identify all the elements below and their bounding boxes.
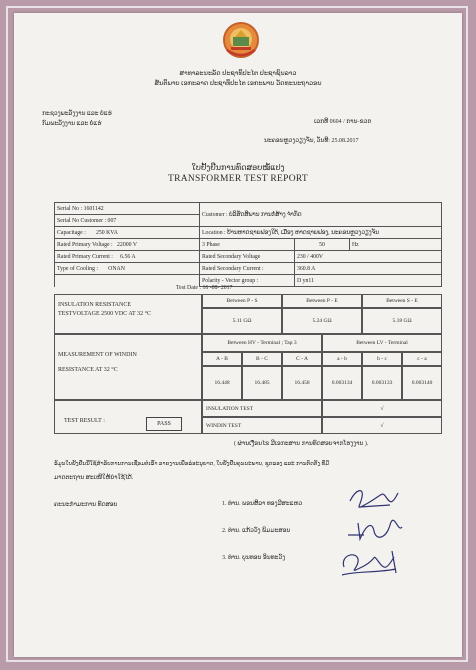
insulation-label-1: INSULATION RESISTANCE bbox=[58, 302, 132, 308]
test-result-label: TEST RESULT : bbox=[64, 418, 105, 424]
capacitage: Capacitage : 250 KVA bbox=[55, 227, 200, 239]
result-row-winding: WINDIN TEST bbox=[202, 417, 322, 434]
winding-value-bc-lv: 0.003133 bbox=[362, 366, 402, 400]
committee-member-2: 2. ທ່ານ. ແກ້ວວົງ ພິມມະສອນ bbox=[222, 528, 291, 534]
rated-secondary-voltage-value: 230 / 400V bbox=[295, 251, 442, 263]
winding-value-ab: 16.448 bbox=[202, 366, 242, 400]
polarity-label: Polarity - Vector group : bbox=[200, 275, 295, 287]
winding-value-bc: 16.485 bbox=[242, 366, 282, 400]
frequency-unit: Hz bbox=[350, 239, 442, 251]
serial-no-customer: Serial No Customer : 007 bbox=[55, 215, 200, 227]
insulation-label-2: TESTVOLTAGE 2500 VDC AT 32 °C bbox=[58, 311, 151, 317]
winding-sub-bc-lv: b - c bbox=[362, 352, 402, 366]
committee-label: ຄະນະກຳມະການ ທົດສອບ bbox=[54, 502, 118, 508]
insulation-header-se: Between S - E bbox=[362, 294, 442, 308]
ministry-line-1: ກະຊວງພະລັງງານ ແລະ ບໍ່ແຮ່ bbox=[42, 111, 112, 117]
winding-sub-ca-lv: c - a bbox=[402, 352, 442, 366]
winding-value-ab-lv: 0.003134 bbox=[322, 366, 362, 400]
footer-paragraph-1: ຂໍ້ມູນໃບຢັ້ງຢືນນີ້ໃຊ້ສຳລັບການການເຊື່ອມຕໍ່ເຂົ້າ ລາຍງານເພື່ອຂໍອະນຸຍາດ, ໃບຢັ້ງຢືນຄຸນນະພາບ, ຊຸດຂອງ ແລະ ການຕິດຕັ້ງ ທີ່ມີ bbox=[54, 461, 330, 467]
signature-3 bbox=[336, 541, 406, 581]
header-line-1: ສາທາລະນະລັດ ປະຊາທິປະໄຕ ປະຊາຊົນລາວ bbox=[179, 70, 297, 77]
winding-value-ca: 16.458 bbox=[282, 366, 322, 400]
serial-no: Serial No : 1601142 bbox=[55, 203, 200, 215]
insulation-value-se: 5.18 GΩ bbox=[362, 308, 442, 334]
note: ( ຜ່ານເງື່ອນໄຂ ມີເອກະສານ ການທົດສອບຈາກໂຮງງານ ). bbox=[234, 441, 369, 447]
winding-label-1: MEASUREMENT OF WINDIN bbox=[58, 352, 137, 358]
rated-secondary-current-value: 360.8 A bbox=[295, 263, 442, 275]
phase: 3 Phase bbox=[200, 239, 295, 251]
winding-hv-header: Between HV - Terminal ; Tap 3 bbox=[202, 334, 322, 352]
rated-secondary-current-label: Rated Secondary Current : bbox=[200, 263, 295, 275]
rated-primary-current: Rated Primary Current : 6.56 A bbox=[55, 251, 200, 263]
insulation-header-pe: Between P - E bbox=[282, 294, 362, 308]
insulation-value-pe: 5.24 GΩ bbox=[282, 308, 362, 334]
winding-sub-ab-lv: a - b bbox=[322, 352, 362, 366]
header-line-2: ສັນຕິພາບ ເອກະລາດ ປະຊາທິປະໄຕ ເອກະພາບ ວັດທະນະຖາວອນ bbox=[154, 80, 322, 87]
winding-sub-bc: B - C bbox=[242, 352, 282, 366]
ministry-line-2: ກົມພະລັງງານ ແລະ ບໍ່ແຮ່ bbox=[42, 121, 102, 127]
location: Location : ບ້ານຫາດຊາຍຟອງໃຕ້, ເມືອງ ຫາດຊາຍຟອງ, ນະຄອນຫຼວງວຽງຈັນ bbox=[200, 227, 442, 239]
committee-member-3: 3. ທ່ານ. ບຸນທອນ ອິນທະວົງ bbox=[222, 555, 286, 561]
winding-lv-header: Between LV - Terminal bbox=[322, 334, 442, 352]
winding-value-ca-lv: 0.003140 bbox=[402, 366, 442, 400]
document-page bbox=[14, 13, 462, 657]
national-emblem-icon bbox=[221, 20, 261, 62]
result-row-insulation: INSULATION TEST bbox=[202, 400, 322, 417]
insulation-value-ps: 5.11 GΩ bbox=[202, 308, 282, 334]
place-date: ນະຄອນຫຼວງວຽງຈັນ, ວັນທີ: 25.08.2017 bbox=[264, 138, 359, 144]
insulation-header-ps: Between P - S bbox=[202, 294, 282, 308]
frequency: 50 bbox=[295, 239, 350, 251]
signature-1 bbox=[342, 483, 402, 515]
customer: Customer : ບໍລິສັດສີພານ ການກໍ່ສ້າງ ຈຳກັດ bbox=[200, 203, 442, 227]
winding-sub-ca: C - A bbox=[282, 352, 322, 366]
test-result-value: PASS bbox=[146, 417, 182, 431]
result-check-winding: √ bbox=[322, 417, 442, 434]
test-date: Test Date : 16 -08- 2017 bbox=[176, 285, 233, 291]
type-of-cooling: Type of Cooling : ONAN bbox=[55, 263, 200, 275]
document-number: ເລກທີ 0604 / ການ-ຂວກ bbox=[314, 119, 372, 125]
rated-secondary-voltage-label: Rated Secondary Voltage bbox=[200, 251, 295, 263]
winding-label-2: RESISTANCE AT 32 °C bbox=[58, 367, 118, 373]
transformer-info-table bbox=[54, 202, 442, 287]
title-english: TRANSFORMER TEST REPORT bbox=[167, 174, 309, 184]
committee-member-1: 1. ທ່ານ. ພອນສີລາ ທອງມີສະແຫວ bbox=[222, 501, 303, 507]
result-check-insulation: √ bbox=[322, 400, 442, 417]
winding-sub-ab: A - B bbox=[202, 352, 242, 366]
footer-paragraph-2: ມາດຕະຖານ ສະເໜີໃຫ້ນຳໃຊ້ໄດ້. bbox=[54, 475, 134, 481]
signature-2 bbox=[344, 515, 406, 543]
rated-primary-voltage: Rated Primary Voltage : 22000 V bbox=[55, 239, 200, 251]
title-lao: ໃບຢັ້ງຢືນການທົດສອບໝໍ້ແປງ bbox=[191, 163, 285, 172]
polarity-value: D yn11 bbox=[295, 275, 442, 287]
